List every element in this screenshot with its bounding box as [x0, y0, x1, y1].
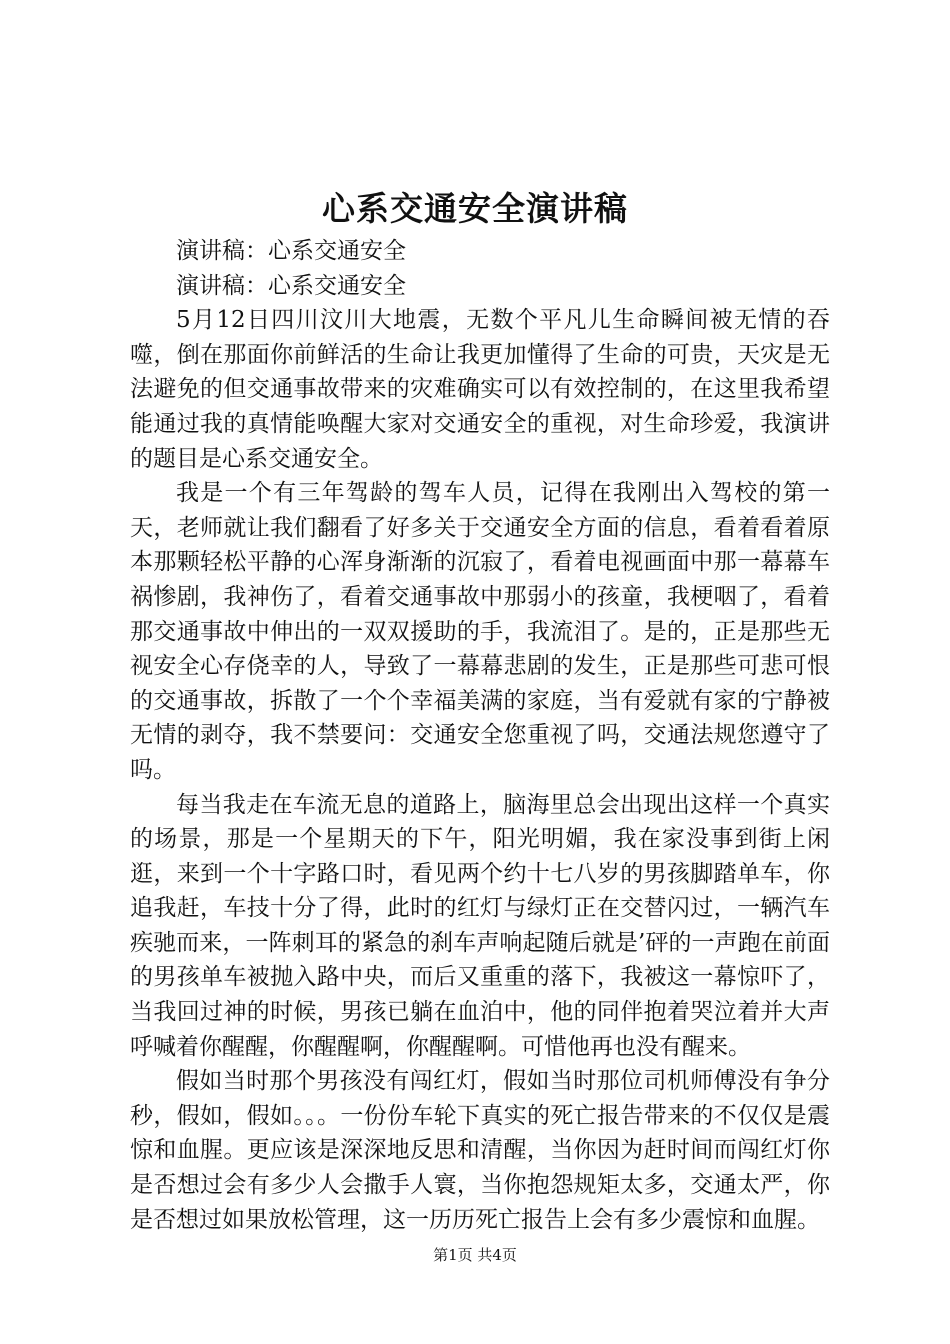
- page-footer: 第1页 共4页: [433, 1246, 517, 1264]
- paragraph-driving-school: 我是一个有三年驾龄的驾车人员，记得在我刚出入驾校的第一天，老师就让我们翻看了好多关于交通安全方面的信息，看着看着原本那颗轻松平静的心浑身渐渐的沉寂了，看着电视画面中那一幕幕车祸惨剧，我神伤了，看着交通事故中那弱小的孩童，我梗咽了，看着那交通事故中伸出的一双双援助的手，我流泪了。是的，正是那些无视安全心存侥幸的人，导致了一幕幕悲剧的发生，正是那些可悲可恨的交通事故，拆散了一个个幸福美满的家庭，当有爱就有家的宁静被无情的剥夺，我不禁要问：交通安全您重视了吗，交通法规您遵守了吗。: [130, 480, 830, 783]
- document-title: 心系交通安全演讲稿: [322, 189, 628, 228]
- paragraph-subtitle-2: 演讲稿：心系交通安全: [176, 272, 406, 299]
- paragraph-accident-scene: 每当我走在车流无息的道路上，脑海里总会出现出这样一个真实的场景，那是一个星期天的下午，阳光明媚，我在家没事到街上闲逛，来到一个十字路口时，看见两个约十七八岁的男孩脚踏单车，你追我赶，车技十分了得，此时的红灯与绿灯正在交替闪过，一辆汽车疾驰而来，一阵刺耳的紧急的刹车声响起随后就是’砰的一声跑在前面的男孩单车被抛入路中央，而后又重重的落下，我被这一幕惊吓了，当我回过神的时候，男孩已躺在血泊中，他的同伴抱着哭泣着并大声呼喊着你醒醒，你醒醒啊，你醒醒啊。可惜他再也没有醒来。: [130, 791, 830, 1060]
- paragraph-intro: 5月12日四川汶川大地震，无数个平凡儿生命瞬间被无情的吞噬，倒在那面你前鲜活的生命让我更加懂得了生命的可贵，天灾是无法避免的但交通事故带来的灾难确实可以有效控制的，在这里我希望能通过我的真情能唤醒大家对交通安全的重视，对生命珍爱，我演讲的题目是心系交通安全。: [130, 307, 830, 472]
- paragraph-reflection: 假如当时那个男孩没有闯红灯，假如当时那位司机师傅没有争分秒，假如，假如。。。一份份车轮下真实的死亡报告带来的不仅仅是震惊和血腥。更应该是深深地反思和清醒，当你因为赶时间而闯红灯你是否想过会有多少人会撒手人寰，当你抱怨规矩太多，交通太严，你是否想过如果放松管理，这一历历死亡报告上会有多少震惊和血腥。: [130, 1068, 830, 1233]
- document-body: [130, 234, 830, 1237]
- paragraph-subtitle-1: 演讲稿：心系交通安全: [176, 238, 406, 264]
